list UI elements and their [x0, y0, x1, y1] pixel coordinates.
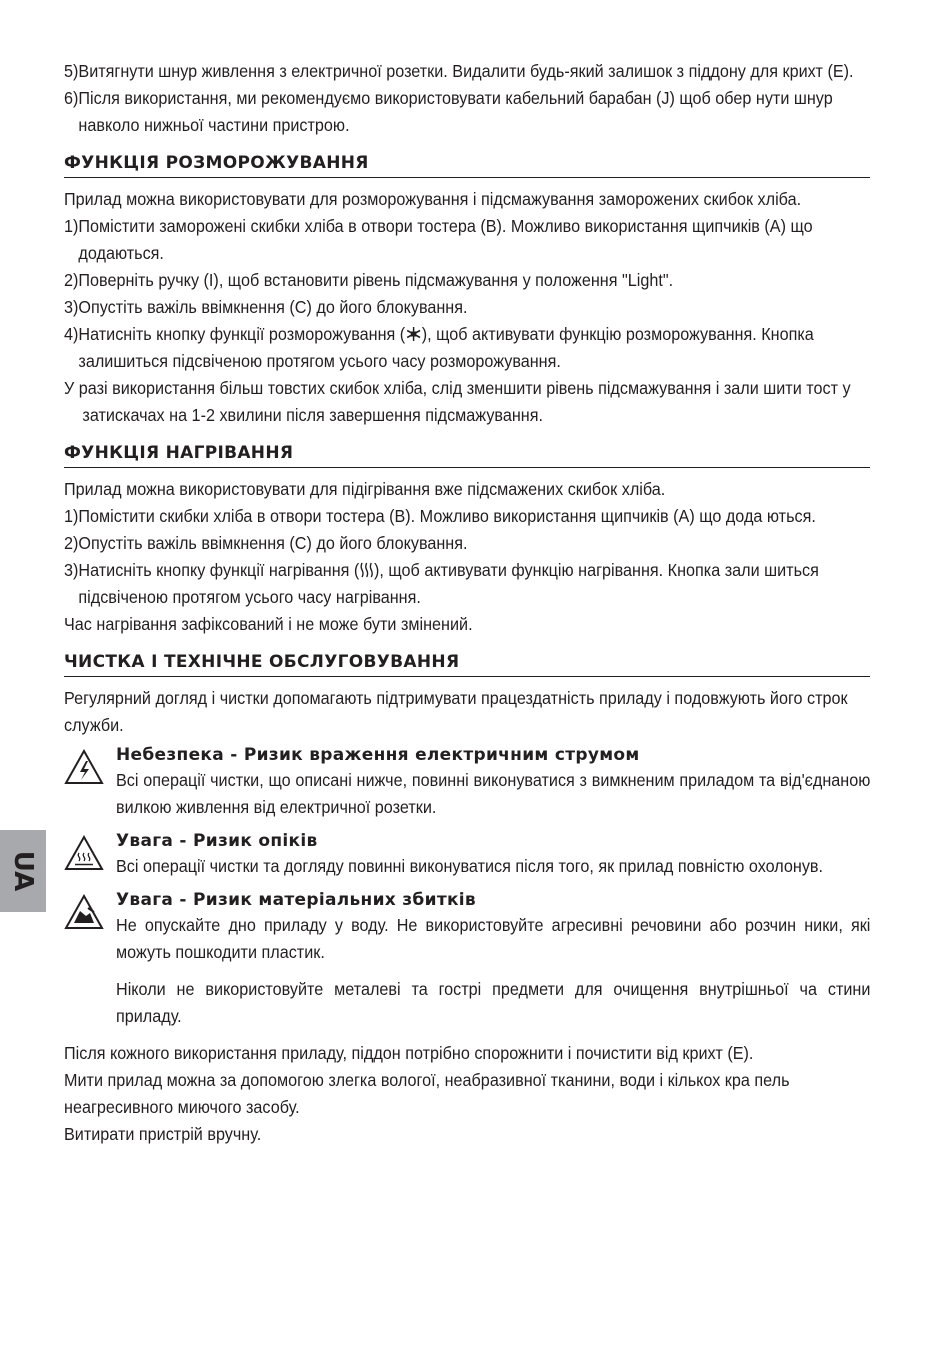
- warning-text: Не опускайте дно приладу у воду. Не використовуйте агресивні речовини або розчин ники, які можуть пошкодити пластик.: [116, 915, 871, 962]
- section-intro: Регулярний догляд і чистки допомагають підтримувати працездатність приладу і подовжують його строк служби.: [64, 688, 848, 735]
- warning-text: Всі операції чистки та догляду повинні виконуватися після того, як прилад повністю охолонув.: [116, 856, 824, 876]
- list-item: 3) Опустіть важіль ввімкнення (C) до його блокування.: [64, 297, 468, 317]
- list-item: 3) Натисніть кнопку функції нагрівання ( ), щоб активувати функцію нагрівання. Кнопка зали шиться підсвіченою протягом усього часу нагрівання.: [64, 560, 819, 607]
- hot-surface-warning-icon: [64, 835, 104, 871]
- list-item: 2) Опустіть важіль ввімкнення (C) до його блокування.: [64, 533, 468, 553]
- list-item: 6) Після використання, ми рекомендуємо використовувати кабельний барабан (J) щоб обер нути шнур навколо нижньої частини пристрою.: [64, 85, 870, 139]
- snowflake-icon: [405, 326, 422, 342]
- section-heading-defrost: ФУНКЦІЯ РОЗМОРОЖУВАННЯ: [64, 153, 870, 178]
- section-note: У разі використання більш товстих скибок хліба, слід зменшити рівень підсмажування і зали шити тост у затискачах на 1-2 хвилини після завершення підсмажування.: [64, 378, 851, 425]
- list-item: 1) Помістити заморожені скибки хліба в отвори тостера (B). Можливо використання щипчиків (A) що додаються.: [64, 216, 813, 263]
- manual-page: [64, 58, 870, 1148]
- section-heading-cleaning: ЧИСТКА І ТЕХНІЧНЕ ОБСЛУГОВУВАННЯ: [64, 652, 870, 677]
- warning-text: Всі операції чистки, що описані нижче, повинні виконуватися з вимкненим приладом та від'єднаною вилкою живлення від електричної розетки.: [116, 770, 871, 817]
- section-note: Час нагрівання зафіксований і не може бути змінений.: [64, 614, 473, 634]
- heat-waves-icon: [359, 561, 374, 579]
- section-intro: Прилад можна використовувати для розморожування і підсмажування заморожених скибок хліба.: [64, 189, 802, 209]
- closing-text: Витирати пристрій вручну.: [64, 1124, 262, 1144]
- section-heading-reheat: ФУНКЦІЯ НАГРІВАННЯ: [64, 443, 870, 468]
- closing-text: Мити прилад можна за допомогою злегка вологої, неабразивної тканини, води і кількох кра пель неагресивного миючого засобу.: [64, 1070, 790, 1117]
- warning-block: [64, 888, 870, 1030]
- language-tab: [0, 830, 46, 912]
- language-tab-label: UA: [8, 850, 38, 892]
- warning-block: [64, 829, 870, 880]
- warning-text: Ніколи не використовуйте металеві та гострі предмети для очищення внутрішньої ча стини приладу.: [116, 979, 871, 1026]
- list-item: 2) Поверніть ручку (I), щоб встановити рівень підсмажування у положення "Light".: [64, 270, 674, 290]
- list-item-text: Після використання, ми рекомендуємо використовувати кабельний барабан (J) щоб обер нути шнур навколо нижньої частини пристрою.: [78, 88, 833, 135]
- warning-title: Увага - Ризик опіків: [116, 831, 318, 851]
- list-item: 5) Витягнути шнур живлення з електричної розетки. Видалити будь-який залишок з піддону для крихт (E).: [64, 58, 870, 85]
- section-intro: Прилад можна використовувати для підігрівання вже підсмажених скибок хліба.: [64, 479, 666, 499]
- list-item: 1) Помістити скибки хліба в отвори тостера (B). Можливо використання щипчиків (A) що дода ються.: [64, 506, 816, 526]
- closing-text: Після кожного використання приладу, піддон потрібно спорожнити і почистити від крихт (E).: [64, 1043, 754, 1063]
- warning-title: Небезпека - Ризик враження електричним струмом: [116, 745, 640, 765]
- electric-shock-warning-icon: [64, 749, 104, 785]
- list-item: 4) Натисніть кнопку функції розморожування ( ), щоб активувати функцію розморожування. Кнопка залишиться підсвіченою протягом усього часу розморожування.: [64, 324, 814, 371]
- warning-title: Увага - Ризик матеріальних збитків: [116, 890, 476, 910]
- list-item-text: Витягнути шнур живлення з електричної розетки. Видалити будь-який залишок з піддону для крихт (E).: [78, 61, 854, 81]
- material-damage-warning-icon: [64, 894, 104, 930]
- warning-block: [64, 743, 870, 821]
